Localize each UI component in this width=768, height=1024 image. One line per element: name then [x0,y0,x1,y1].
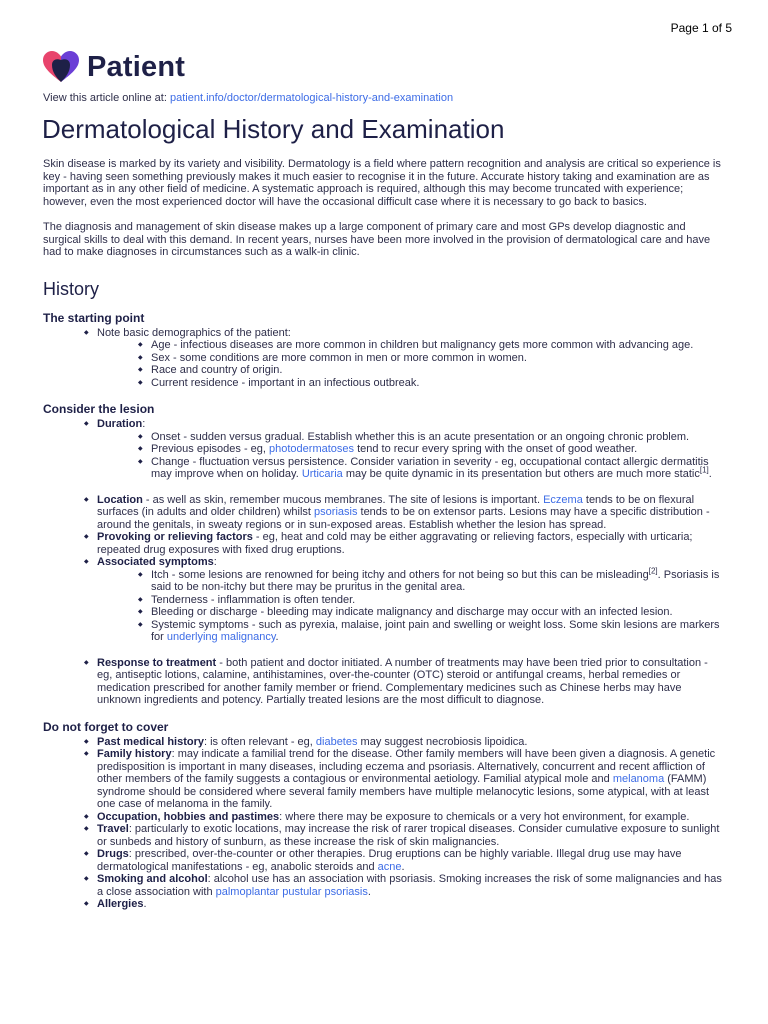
history-heading: History [43,278,100,299]
pmh-text: : is often relevant - eg, [204,735,316,748]
brand-name: Patient [87,50,186,83]
list-item [97,898,723,911]
psoriasis-link[interactable]: psoriasis [314,506,358,518]
list-item [97,823,723,848]
list-item [97,418,723,481]
duration-colon: : [142,418,146,430]
family-history-text: : may indicate a familial trend for the disease. Other family members will have been given a diagnosis. A genetic predisposition is important in many diseases, including eczema and psoriasis. Alternatively, concurrent and recent affliction of other members of the family suggests a contagious or environmental aetiology. Familial atypical mole and [97,748,716,785]
list-item [97,811,723,824]
list-item [97,556,723,644]
systemic-text: Systemic symptoms - such as pyrexia, malaise, joint pain and swelling or weight loss. Some skin lesions are markers for [151,618,720,643]
list-item [97,736,723,749]
list-item [151,443,723,456]
patient-logo[interactable] [42,50,185,83]
change-text: Change - fluctuation versus persistence. Consider variation in severity - eg, occupational contact allergic dermatitis may improve when on holiday. [151,455,709,480]
previous-episodes-text-end: tend to recur every spring with the onset of good weather. [354,443,638,455]
starting-point-list [43,327,723,390]
list-item [97,657,723,707]
intro-paragraph-1: Skin disease is marked by its variety and visibility. Dermatology is a field where pattern recognition and analysis are critical so experience is key - having seen something previously makes it much easier to recognise it in the future. Accurate history taking and examination are as important as in any other field of medicine. A systematic approach is required, although this may become truncated with experience; however, even the most experienced doctor will have the occasional difficult case where it is necessary to go back to basics. [43,158,721,208]
smoking-text: : alcohol use has an association with psoriasis. Smoking increases the risk of some malignancies and has a close association with [97,873,722,898]
travel-text: : particularly to exotic locations, may increase the risk of rarer tropical diseases. Consider cumulative exposure to sunlight or sunbeds and history of sunburn, as these increase the risk of skin malignancies. [97,823,720,848]
list-item [97,748,723,811]
occupation-label: Occupation, hobbies and pastimes [97,810,280,823]
heart-logo-icon [42,50,80,83]
family-history-text-end: (FAMM) syndrome should be considered where several family members have multiple melanocytic lesions, some atypical, with at least one case of melanoma in the family. [97,773,709,810]
response-label: Response to treatment [97,656,217,669]
location-label: Location [97,493,143,506]
palmoplantar-psoriasis-link[interactable]: palmoplantar pustular psoriasis [215,885,368,898]
demographics-text: Note basic demographics of the patient: [97,326,291,339]
location-text-3: tends to be on extensor parts. Lesions may have a specific distribution - around the genitals, in sweaty regions or in sun-exposed areas. Establish whether the lesion has spread. [97,506,710,531]
family-history-label: Family history [97,748,172,760]
urticaria-link[interactable]: Urticaria [301,468,343,480]
associated-colon: : [213,556,217,568]
duration-label: Duration [97,418,143,430]
article-url-link[interactable]: patient.info/doctor/dermatological-history-and-examination [169,92,454,104]
drugs-period: . [401,860,405,873]
allergies-period: . [143,898,147,910]
travel-label: Travel [97,823,129,835]
diabetes-link[interactable]: diabetes [315,735,358,748]
itch-text-end: . Psoriasis is said to be non-itchy but there may be pruritus in the genital area. [151,568,720,593]
reference-1[interactable]: [1] [699,465,709,475]
allergies-label: Allergies [97,898,144,910]
list-item: ◆ Onset - sudden versus gradual. Establish whether this is an acute presentation or an ongoing chronic problem. [151,431,723,444]
provoking-text: - eg, heat and cold may be either aggravating or relieving factors, especially with urticaria; repeated drug exposures with fixed drug eruptions. [97,531,693,556]
list-item [97,327,723,390]
list-item [151,456,723,481]
smoking-label: Smoking and alcohol [97,873,208,885]
intro-paragraph-2: The diagnosis and management of skin disease makes up a large component of primary care and most GPs develop diagnostic and surgical skills to deal with this demand. In recent years, nurses have been more involved in the provision of dermatological care and have had to make diagnoses in circumstances such as a walk-in clinic. [43,221,711,258]
list-item: ◆ Age - infectious diseases are more common in children but malignancy gets more common with advancing age. [151,339,723,352]
change-period: . [708,468,712,480]
location-text-2: tends to be on flexural surfaces (in adults and older children) whilst [97,493,695,518]
demographics-sublist [97,339,723,389]
page-title: Dermatological History and Examination [42,114,505,144]
associated-symptoms-label: Associated symptoms [97,556,214,568]
response-text: - both patient and doctor initiated. A number of treatments may have been tried prior to consultation - eg, antiseptic lotions, calamine, antihistamines, over-the-counter (OTC) steroid or antifungal creams, herbal remedies or medication prescribed for another family member or friend. Complementary medicines such as Chinese herbs may have unknown ingredients and potency. Partially treated lesions are the most difficult to diagnose. [97,656,708,706]
change-text-end: may be quite dynamic in its presentation but others are much more static [342,468,700,480]
view-online-prefix: View this article online at: [43,92,170,104]
view-online-line [43,92,453,104]
provoking-label: Provoking or relieving factors [97,531,253,543]
starting-point-heading: The starting point [43,310,145,325]
lesion-list [43,418,723,707]
underlying-malignancy-link[interactable]: underlying malignancy [166,631,276,643]
page-number: Page 1 of 5 [670,21,732,35]
list-item: ◆ Tenderness - inflammation is often tender. [151,594,723,607]
melanoma-link[interactable]: melanoma [612,773,665,785]
list-item [151,565,723,594]
list-item: ◆ Sex - some conditions are more common in men or more common in women. [151,352,723,365]
eczema-link[interactable]: Eczema [543,493,583,506]
photodermatoses-link[interactable]: photodermatoses [269,443,355,455]
occupation-text: : where there may be exposure to chemicals or a very hot environment, for example. [279,810,690,823]
list-item: ◆ Current residence - important in an infectious outbreak. [151,377,723,390]
article-body [43,158,723,911]
associated-sublist [97,565,723,644]
duration-sublist [97,431,723,481]
location-text: - as well as skin, remember mucous membranes. The site of lesions is important. [142,493,544,506]
list-item: ◆ Bleeding or discharge - bleeding may indicate malignancy and discharge may occur with an infected lesion. [151,606,723,619]
list-item [151,619,723,644]
consider-lesion-heading: Consider the lesion [43,402,155,416]
list-item: ◆ Race and country of origin. [151,364,723,377]
drugs-text: : prescribed, over-the-counter or other therapies. Drug eruptions can be highly variable. Illegal drug use may have dermatological manifestations - eg, anabolic steroids and [97,848,682,873]
itch-text: Itch - some lesions are renowned for being itchy and others for not being so but this can be misleading [151,568,649,581]
list-item [97,531,723,556]
cover-list [43,736,723,911]
acne-link[interactable]: acne [377,860,402,873]
reference-2[interactable]: [2] [648,565,658,575]
pmh-label: Past medical history [97,735,204,748]
drugs-label: Drugs [97,848,129,860]
previous-episodes-text: Previous episodes - eg, [151,443,270,455]
list-item [97,494,723,532]
systemic-period: . [275,631,279,643]
smoking-period: . [367,885,371,898]
do-not-forget-heading: Do not forget to cover [43,719,169,734]
list-item [97,848,723,873]
list-item [97,873,723,898]
pmh-text-end: may suggest necrobiosis lipoidica. [357,735,528,748]
